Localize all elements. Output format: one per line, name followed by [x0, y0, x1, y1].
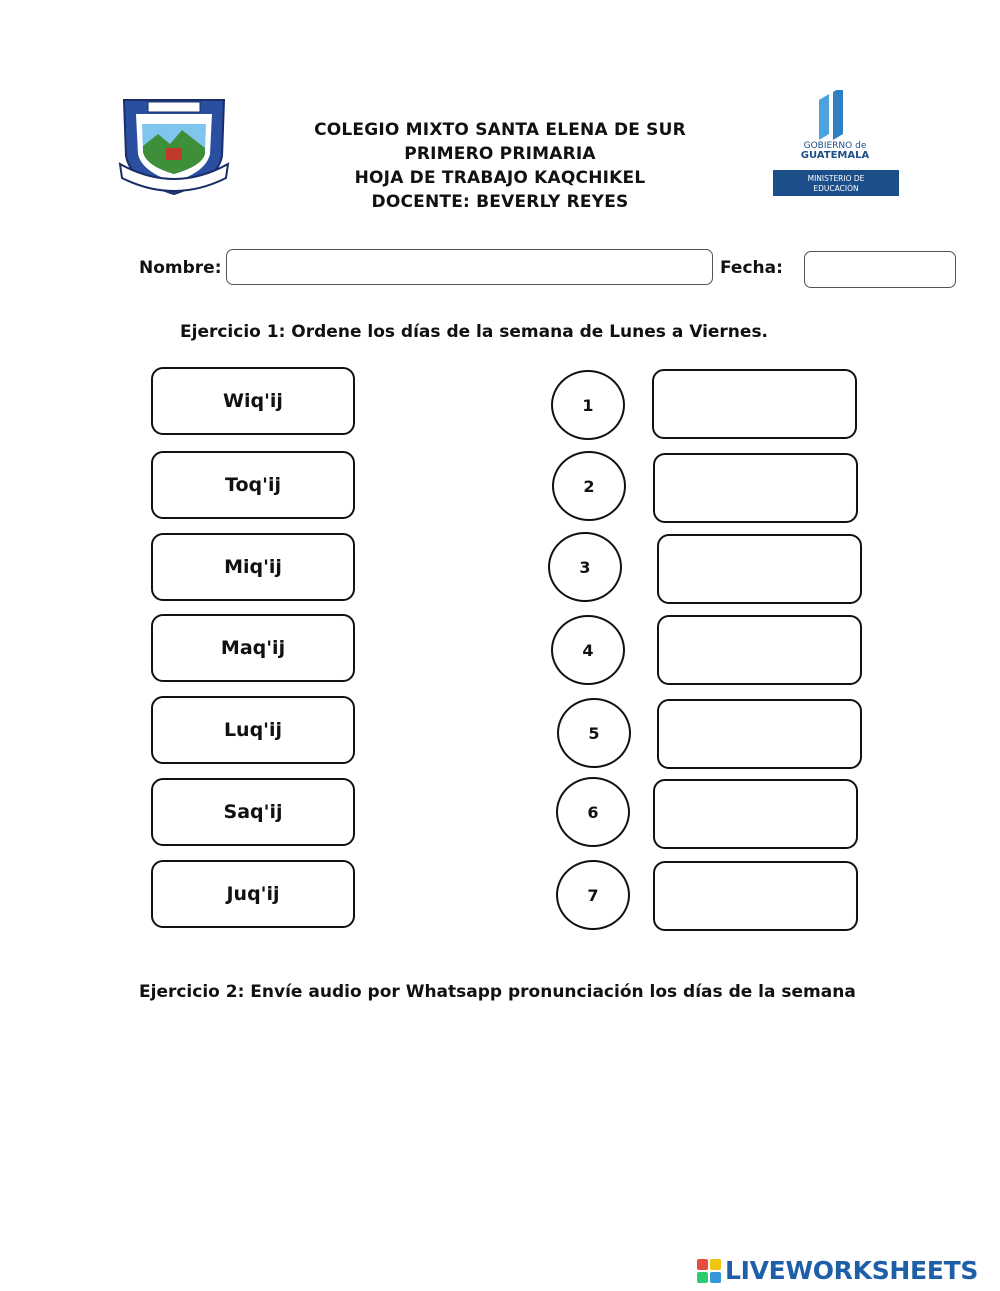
answer-drop-box-5[interactable]: [657, 699, 862, 769]
answer-drop-box-4[interactable]: [657, 615, 862, 685]
order-number-1: 1: [551, 370, 625, 440]
gov-logo-line2: GUATEMALA: [800, 150, 870, 161]
teacher-name: DOCENTE: BEVERLY REYES: [371, 192, 629, 212]
day-card-luqij[interactable]: Luq'ij: [151, 696, 355, 764]
liveworksheets-logo-icon: [697, 1259, 721, 1283]
answer-drop-box-1[interactable]: [652, 369, 857, 439]
order-number-3: 3: [548, 532, 622, 602]
name-input[interactable]: [226, 249, 713, 285]
worksheet-title: HOJA DE TRABAJO KAQCHIKEL: [354, 168, 646, 188]
day-card-juqij[interactable]: Juq'ij: [151, 860, 355, 928]
date-input[interactable]: [804, 251, 956, 288]
school-name: COLEGIO MIXTO SANTA ELENA DE SUR: [314, 120, 686, 140]
name-label: Nombre:: [139, 258, 222, 278]
worksheet-header: [290, 118, 710, 214]
order-number-2: 2: [552, 451, 626, 521]
gov-logo-line4: EDUCACIÓN: [813, 184, 859, 193]
answer-drop-box-7[interactable]: [653, 861, 858, 931]
exercise-2-instructions: Ejercicio 2: Envíe audio por Whatsapp pronunciación los días de la semana: [139, 982, 856, 1002]
government-logo: [773, 90, 899, 198]
day-card-maqij[interactable]: Maq'ij: [151, 614, 355, 682]
date-label: Fecha:: [720, 258, 783, 278]
exercise-1-instructions: Ejercicio 1: Ordene los días de la semana de Lunes a Viernes.: [180, 322, 769, 342]
order-number-5: 5: [557, 698, 631, 768]
day-card-saqij[interactable]: Saq'ij: [151, 778, 355, 846]
answer-drop-box-6[interactable]: [653, 779, 858, 849]
gov-logo-line3: MINISTERIO DE: [807, 174, 865, 183]
day-card-wiqij[interactable]: Wiq'ij: [151, 367, 355, 435]
school-crest-logo: [118, 94, 230, 198]
day-card-miqij[interactable]: Miq'ij: [151, 533, 355, 601]
order-number-4: 4: [551, 615, 625, 685]
brand-name: LIVEWORKSHEETS: [725, 1256, 979, 1285]
answer-drop-box-2[interactable]: [653, 453, 858, 523]
day-card-toqij[interactable]: Toq'ij: [151, 451, 355, 519]
liveworksheets-brand: [697, 1256, 978, 1285]
grade-level: PRIMERO PRIMARIA: [404, 144, 596, 164]
gov-logo-line1: GOBIERNO de: [803, 141, 867, 151]
order-number-7: 7: [556, 860, 630, 930]
order-number-6: 6: [556, 777, 630, 847]
answer-drop-box-3[interactable]: [657, 534, 862, 604]
